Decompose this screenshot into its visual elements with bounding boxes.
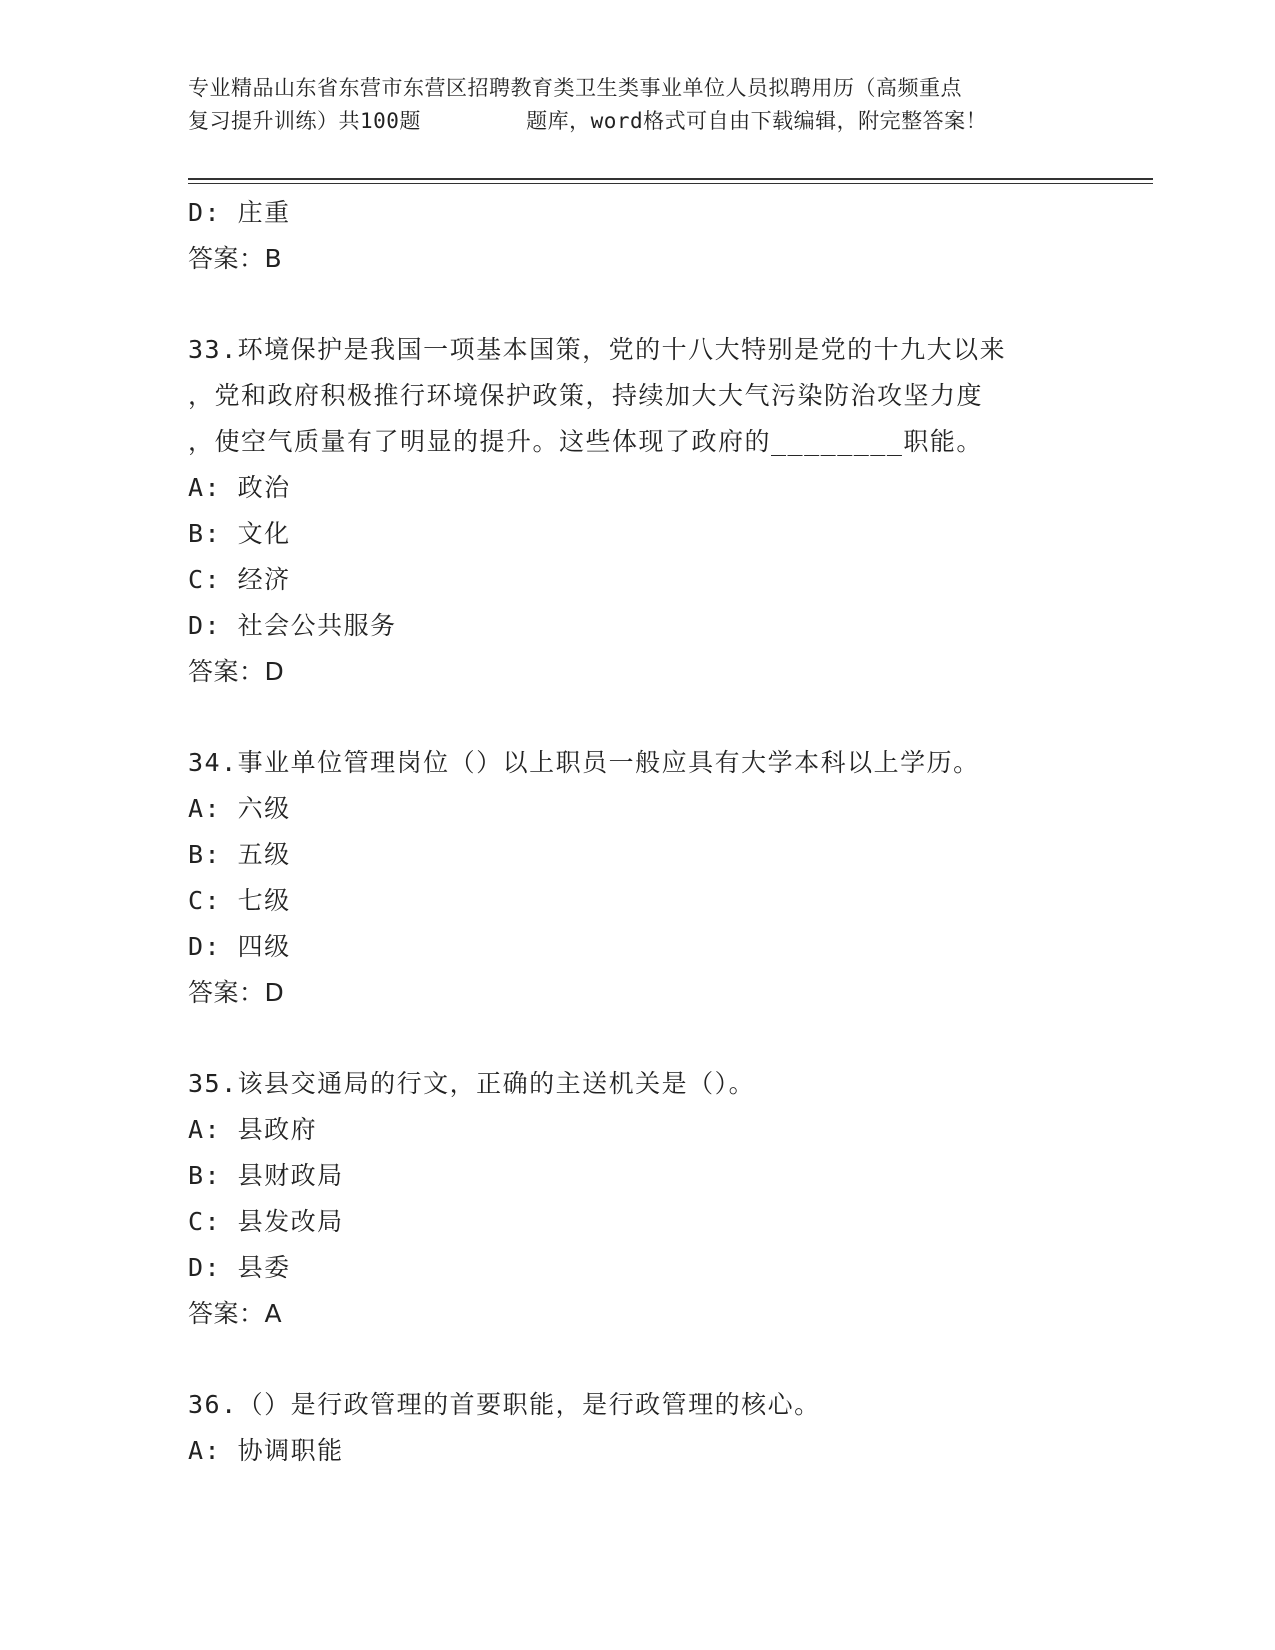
option-b: B: 文化 — [188, 519, 291, 548]
question-block-34 — [188, 740, 1118, 1016]
option-a: A: 协调职能 — [188, 1436, 344, 1465]
page-header — [188, 72, 1088, 138]
header-line-1: 专业精品山东省东营市东营区招聘教育类卫生类事业单位人员拟聘用历（高频重点 — [188, 76, 962, 100]
option-d: D: 社会公共服务 — [188, 611, 397, 640]
option-a: A: 六级 — [188, 794, 291, 823]
header-line-2: 复习提升训练）共100题 题库，word格式可自由下载编辑，附完整答案！ — [188, 109, 988, 133]
question-text-line: 33.环境保护是我国一项基本国策，党的十八大特别是党的十九大以来 — [188, 335, 1007, 364]
option-b: B: 五级 — [188, 840, 291, 869]
question-block-35 — [188, 1061, 1118, 1337]
question-block-33 — [188, 327, 1118, 695]
answer-line: 答案：D — [188, 657, 285, 686]
question-text-line: 36.（）是行政管理的首要职能，是行政管理的核心。 — [188, 1390, 821, 1419]
question-content — [188, 190, 1118, 1474]
option-d: D: 县委 — [188, 1253, 291, 1282]
spacer — [188, 1337, 1118, 1382]
spacer — [188, 1016, 1118, 1061]
spacer — [188, 282, 1118, 327]
option-a: A: 县政府 — [188, 1115, 318, 1144]
answer-line: 答案：D — [188, 978, 285, 1007]
question-text-line: ，使空气质量有了明显的提升。这些体现了政府的________职能。 — [188, 427, 983, 456]
question-text-line: 35.该县交通局的行文，正确的主送机关是（）。 — [188, 1069, 756, 1098]
spacer — [188, 695, 1118, 740]
header-divider-thick — [188, 178, 1153, 180]
option-a: A: 政治 — [188, 473, 291, 502]
option-d: D: 庄重 — [188, 198, 291, 227]
answer-line: 答案：B — [188, 244, 283, 273]
option-c: C: 县发改局 — [188, 1207, 344, 1236]
question-text-line: ，党和政府积极推行环境保护政策，持续加大大气污染防治攻坚力度 — [188, 381, 984, 410]
question-block-36 — [188, 1382, 1118, 1474]
option-c: C: 经济 — [188, 565, 291, 594]
option-d: D: 四级 — [188, 932, 291, 961]
option-c: C: 七级 — [188, 886, 291, 915]
answer-line: 答案：A — [188, 1299, 283, 1328]
question-text-line: 34.事业单位管理岗位（）以上职员一般应具有大学本科以上学历。 — [188, 748, 980, 777]
option-b: B: 县财政局 — [188, 1161, 344, 1190]
header-divider-thin — [188, 183, 1153, 184]
